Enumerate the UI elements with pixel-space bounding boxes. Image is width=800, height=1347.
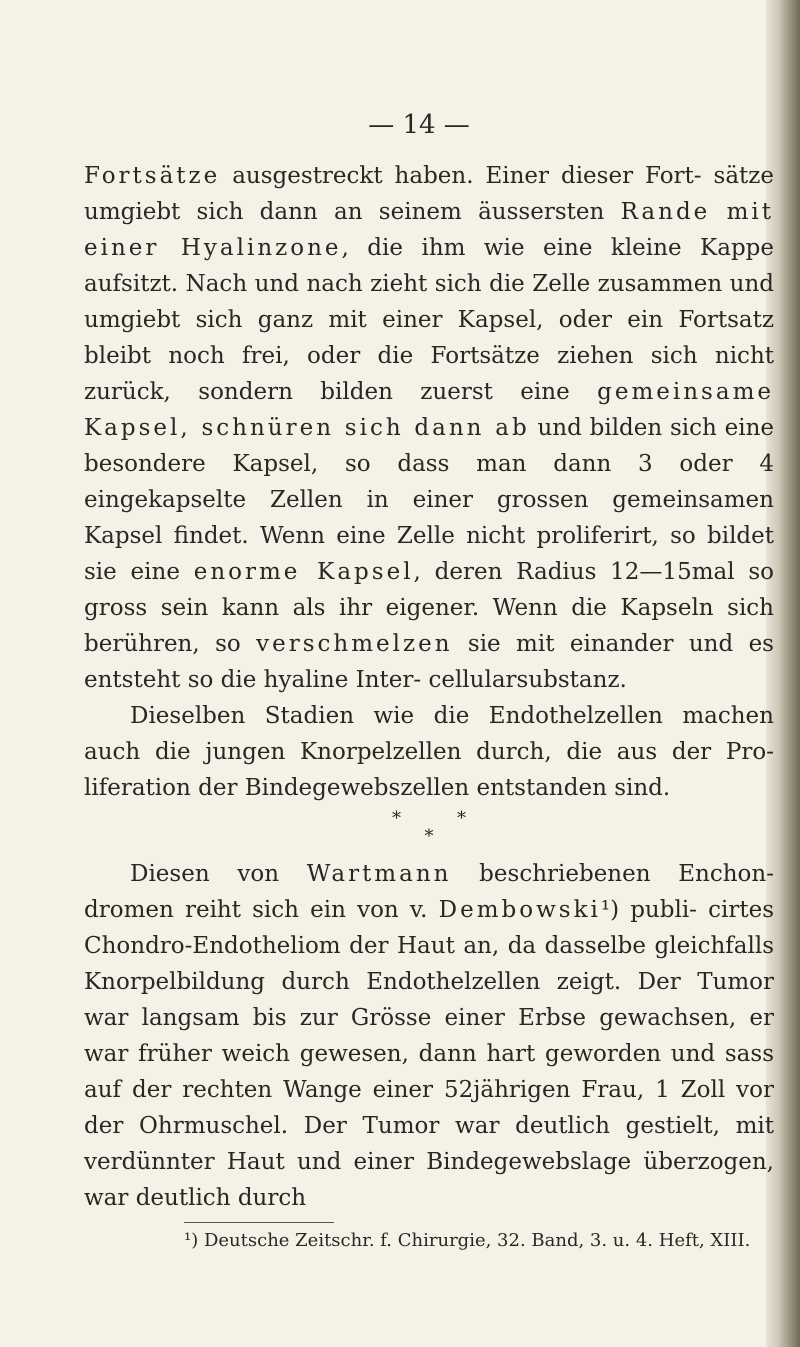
asterisk: * bbox=[392, 808, 401, 829]
text-run: und bilden sich eine besondere Kapsel, so dass man dann 3 oder 4 eingekapselte Zellen in einer grossen gemeinsamen Kapsel findet. Wenn eine Zelle nicht proliferirt, so bildet sie eine bbox=[84, 415, 775, 585]
section-divider-asterisks bbox=[84, 810, 774, 846]
page-number: — 14 — bbox=[368, 110, 470, 140]
text-run: ausgestreckt haben. Einer dieser Fort- sätze umgiebt sich dann an seinem äussersten bbox=[84, 163, 774, 225]
emphasized-text: enorme Kapsel bbox=[193, 559, 414, 585]
body-text bbox=[84, 158, 774, 1216]
text-run: beschriebenen Enchon- dromen reiht sich ein von v. bbox=[84, 861, 774, 923]
footnote-rule bbox=[184, 1222, 334, 1223]
text-run: ¹) publi- cirtes Chondro-Endotheliom der Haut an, da dasselbe gleichfalls Knorpelbildung durch Endothelzellen zeigt. Der Tumor war langsam bis zur Grösse einer Erbse gewachsen, er war früher weich gewesen, dann hart geworden und sass auf der rechten Wange einer 52jährigen Frau, 1 Zoll vor der Ohrmuschel. Der Tumor war deutlich gestielt, mit verdünnter Haut und einer Bindegewebslage überzogen, war deutlich durch bbox=[84, 897, 775, 1211]
text-run: sie mit einander und es entsteht so die hyaline Inter- cellularsubstanz. bbox=[84, 631, 774, 693]
paragraph-2: Dieselben Stadien wie die Endothelzellen machen auch die jungen Knorpelzellen durch, die aus der Pro- liferation der Bindegewebszellen entstanden sind. bbox=[84, 703, 774, 801]
text-run: , deren Radius 12—15mal so gross sein kann als ihr eigener. Wenn die Kapseln sich berühren, so bbox=[84, 559, 774, 657]
paragraph-1 bbox=[84, 158, 774, 698]
emphasized-text: mit einer Hyalinzone bbox=[84, 199, 774, 261]
emphasized-text: Fortsätze bbox=[84, 163, 221, 189]
paragraph-3 bbox=[84, 856, 774, 1216]
text-run: , die ihm wie eine kleine Kappe aufsitzt. Nach und nach zieht sich die Zelle zusammen und umgiebt sich ganz mit einer Kapsel, oder ein Fortsatz bleibt noch frei, oder die Fortsätze ziehen sich nicht zurück, sondern bilden zuerst eine bbox=[84, 235, 774, 405]
emphasized-text: verschmelzen bbox=[256, 631, 453, 657]
asterisk: * bbox=[457, 808, 466, 829]
text-run bbox=[710, 199, 726, 225]
emphasized-text: Dembowski bbox=[438, 897, 601, 923]
asterisk: * bbox=[424, 826, 434, 847]
book-page bbox=[84, 110, 774, 1253]
emphasized-text: gemeinsame Kapsel, schnüren sich dann ab bbox=[84, 379, 774, 441]
text-run: Diesen von bbox=[130, 861, 307, 887]
emphasized-text: Wartmann bbox=[306, 861, 452, 887]
emphasized-text: Rande bbox=[620, 199, 711, 225]
footnote: ¹) Deutsche Zeitschr. f. Chirurgie, 32. Band, 3. u. 4. Heft, XIII. bbox=[184, 1230, 751, 1251]
